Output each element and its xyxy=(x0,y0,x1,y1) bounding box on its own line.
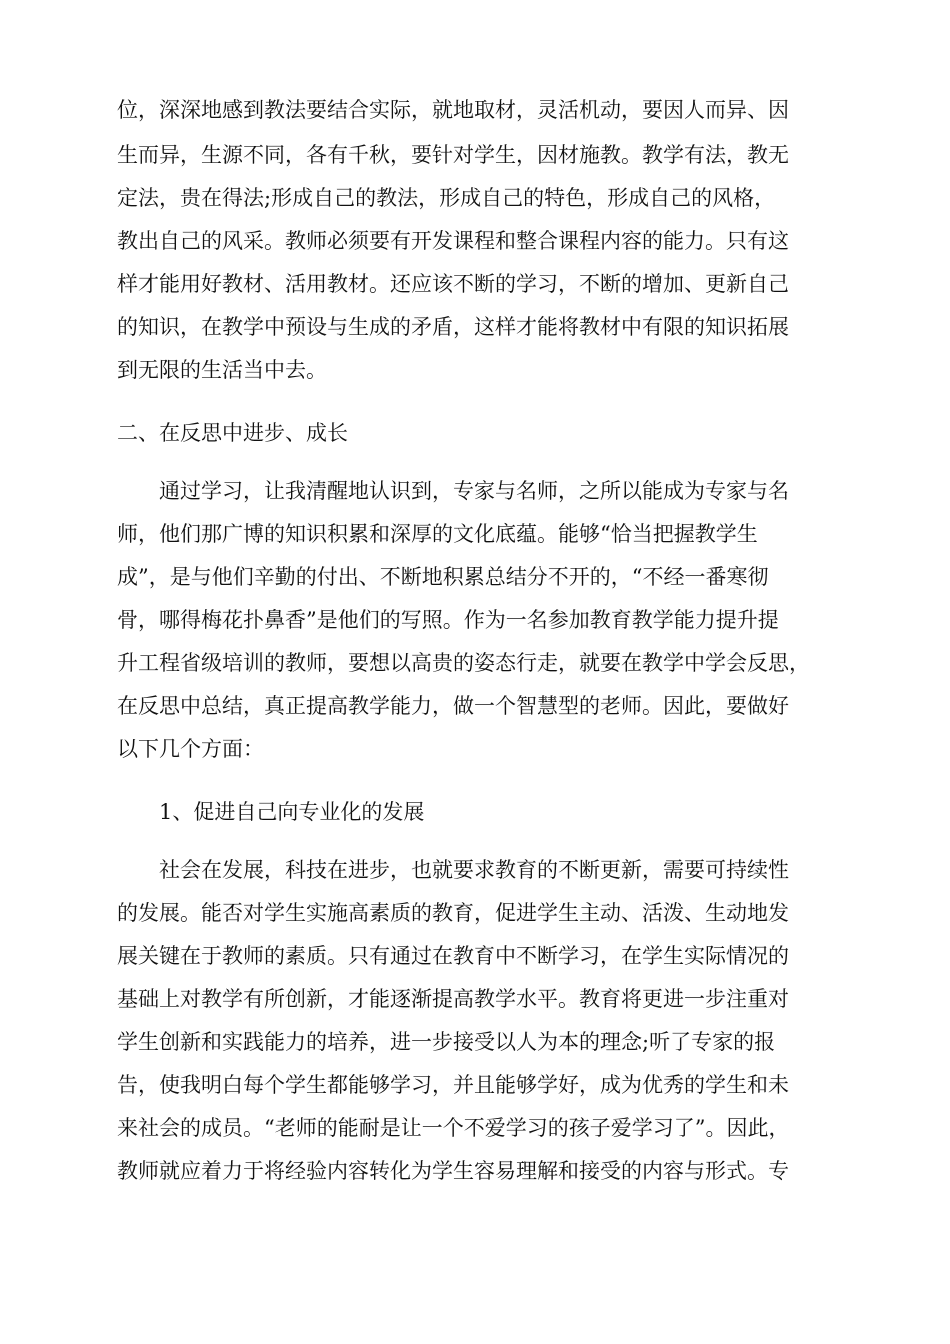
paragraph-1-line-5: 样才能用好教材、活用教材。还应该不断的学习，不断的增加、更新自己 xyxy=(117,272,789,296)
paragraph-1-line-1: 位，深深地感到教法要结合实际，就地取材，灵活机动，要因人而异、因 xyxy=(117,98,789,122)
paragraph-2-line-3: 成”，是与他们辛勤的付出、不断地积累总结分不开的，“不经一番寒彻 xyxy=(117,565,769,589)
paragraph-2-line-4: 骨，哪得梅花扑鼻香”是他们的写照。作为一名参加教育教学能力提升提 xyxy=(117,608,779,632)
paragraph-2-line-1: 通过学习，让我清醒地认识到，专家与名师，之所以能成为专家与名 xyxy=(159,479,789,503)
paragraph-2-line-6: 在反思中总结，真正提高教学能力，做一个智慧型的老师。因此，要做好 xyxy=(117,694,789,718)
paragraph-3-line-6: 告，使我明白每个学生都能够学习，并且能够学好，成为优秀的学生和未 xyxy=(117,1073,789,1097)
subsection-heading: 1、促进自己向专业化的发展 xyxy=(159,800,425,824)
paragraph-2-line-7: 以下几个方面： xyxy=(117,737,264,761)
paragraph-1-line-4: 教出自己的风采。教师必须要有开发课程和整合课程内容的能力。只有这 xyxy=(117,229,789,253)
paragraph-3-line-1: 社会在发展，科技在进步，也就要求教育的不断更新，需要可持续性 xyxy=(159,858,789,882)
section-heading: 二、在反思中进步、成长 xyxy=(117,421,348,445)
paragraph-3-line-3: 展关键在于教师的素质。只有通过在教育中不断学习，在学生实际情况的 xyxy=(117,944,789,968)
paragraph-1-line-2: 生而异，生源不同，各有千秋，要针对学生，因材施教。教学有法，教无 xyxy=(117,143,789,167)
paragraph-2-line-2: 师，他们那广博的知识积累和深厚的文化底蕴。能够“恰当把握教学生 xyxy=(117,522,758,546)
paragraph-2-line-5: 升工程省级培训的教师，要想以高贵的姿态行走，就要在教学中学会反思， xyxy=(117,651,810,675)
paragraph-3-line-2: 的发展。能否对学生实施高素质的教育，促进学生主动、活泼、生动地发 xyxy=(117,901,789,925)
paragraph-3-line-4: 基础上对教学有所创新，才能逐渐提高教学水平。教育将更进一步注重对 xyxy=(117,987,789,1011)
paragraph-1-line-7: 到无限的生活当中去。 xyxy=(117,358,327,382)
paragraph-1-line-3: 定法，贵在得法;形成自己的教法，形成自己的特色，形成自己的风格， xyxy=(117,186,776,210)
paragraph-3-line-7: 来社会的成员。“老师的能耐是让一个不爱学习的孩子爱学习了”。因此， xyxy=(117,1116,790,1140)
paragraph-3-line-5: 学生创新和实践能力的培养，进一步接受以人为本的理念;听了专家的报 xyxy=(117,1030,776,1054)
paragraph-3-line-8: 教师就应着力于将经验内容转化为学生容易理解和接受的内容与形式。专 xyxy=(117,1159,789,1183)
paragraph-1-line-6: 的知识，在教学中预设与生成的矛盾，这样才能将教材中有限的知识拓展 xyxy=(117,315,789,339)
